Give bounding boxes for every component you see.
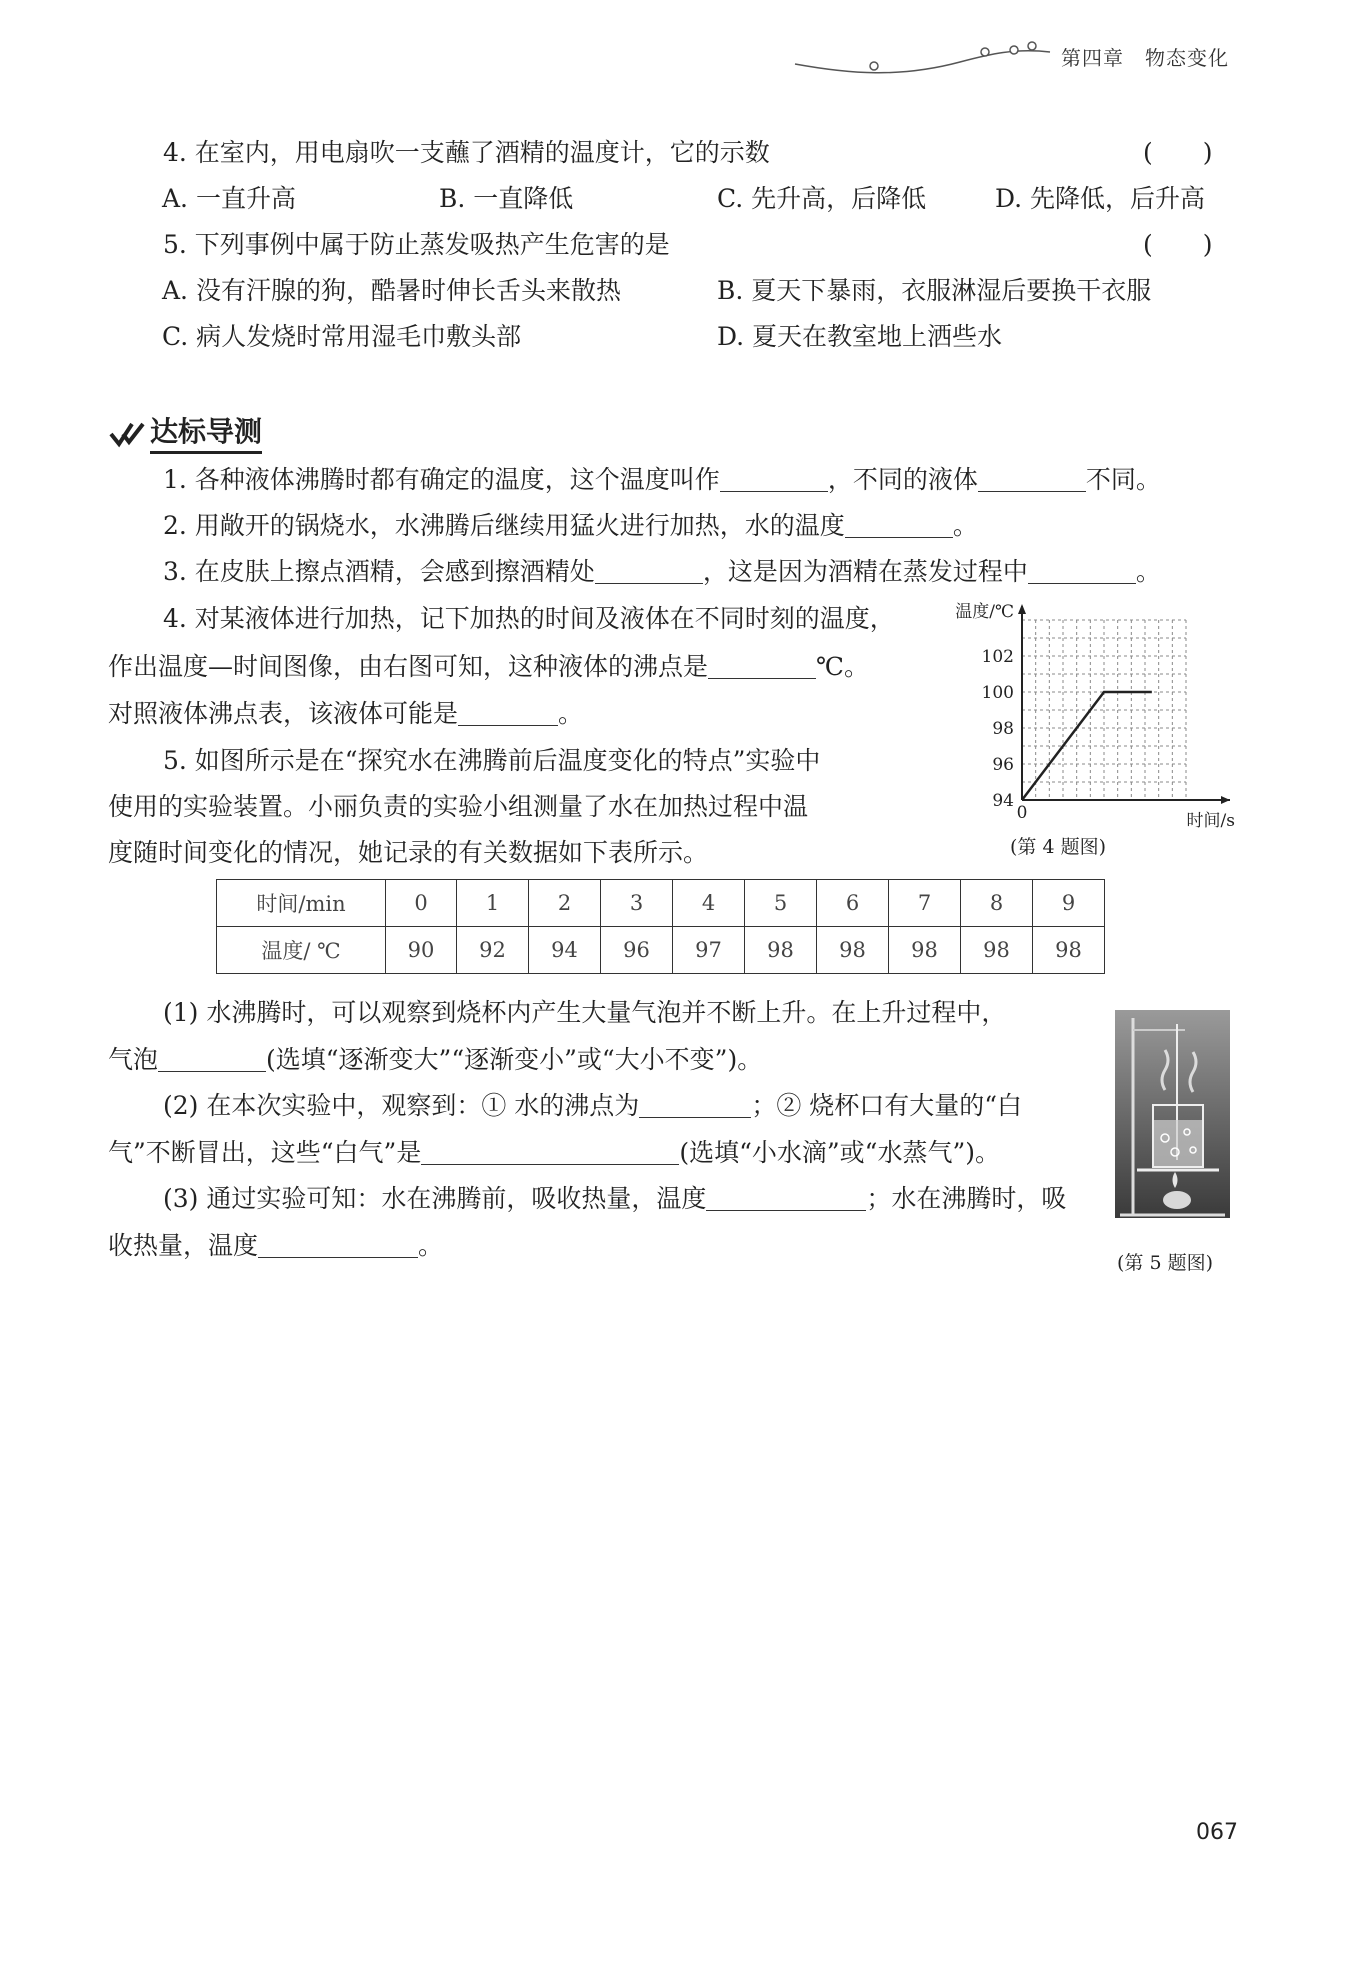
q5-option-b: B. 夏天下暴雨，衣服淋湿后要换干衣服	[717, 276, 1152, 305]
q5-answer-paren: ( )	[1143, 230, 1213, 259]
table-row-time	[217, 880, 1105, 927]
q5-option-a: A. 没有汗腺的狗，酷暑时伸长舌头来散热	[162, 276, 621, 305]
t5-line-3: 度随时间变化的情况，她记录的有关数据如下表所示。	[108, 838, 709, 867]
q4-option-c: C. 先升高，后降低	[717, 184, 927, 213]
t4-line-2: 作出温度—时间图像，由右图可知，这种液体的沸点是 ℃。	[108, 652, 869, 681]
q4-option-b: B. 一直降低	[439, 184, 574, 213]
temperature-time-chart	[930, 600, 1240, 830]
page-number: 067	[1196, 1820, 1238, 1845]
chapter-title: 第四章 物态变化	[1061, 46, 1229, 70]
s1-line-2: 气泡 (选填“逐渐变大”“逐渐变小”或“大小不变”)。	[108, 1045, 763, 1074]
t4-line-1: 4. 对某液体进行加热，记下加热的时间及液体在不同时刻的温度，	[163, 604, 895, 633]
y-tick-label: 100	[981, 683, 1014, 703]
checkmark-icon	[108, 418, 146, 450]
row-header-time: 时间/min	[217, 880, 386, 927]
time-cell: 3	[601, 880, 673, 927]
time-cell: 5	[745, 880, 817, 927]
section-title: 达标导测	[150, 415, 262, 454]
y-axis-arrow	[1018, 604, 1026, 614]
temp-cell: 94	[529, 927, 601, 974]
q5-option-c: C. 病人发烧时常用湿毛巾敷头部	[162, 322, 522, 351]
s2-blank-1[interactable]	[639, 1091, 751, 1118]
s3-line-2: 收热量，温度 。	[108, 1231, 444, 1260]
s3-line-1: (3) 通过实验可知：水在沸腾前，吸收热量，温度 ；水在沸腾时，吸	[163, 1184, 1067, 1213]
q4-answer-paren: ( )	[1143, 138, 1213, 167]
s2-line-2: 气”不断冒出，这些“白气”是 (选填“小水滴”或“水蒸气”)。	[108, 1138, 1000, 1167]
t4-blank-2[interactable]	[458, 699, 558, 726]
temp-cell: 98	[745, 927, 817, 974]
fig5-caption: (第 5 题图)	[1117, 1252, 1213, 1274]
t1-blank-1[interactable]	[720, 465, 828, 492]
s2-blank-2[interactable]	[421, 1138, 679, 1165]
s3-blank-2[interactable]	[258, 1231, 418, 1258]
s1-line-1: (1) 水沸腾时，可以观察到烧杯内产生大量气泡并不断上升。在上升过程中，	[163, 998, 1007, 1027]
origin-label: 0	[1016, 803, 1028, 823]
y-axis-label: 温度/℃	[955, 602, 1014, 622]
y-tick-label: 96	[992, 755, 1014, 775]
time-cell: 0	[386, 880, 457, 927]
x-axis-arrow	[1221, 796, 1230, 804]
fig4-caption: (第 4 题图)	[1010, 836, 1106, 858]
temp-cell: 96	[601, 927, 673, 974]
temp-cell: 98	[961, 927, 1033, 974]
time-cell: 7	[889, 880, 961, 927]
t4-line-3: 对照液体沸点表，该液体可能是 。	[108, 699, 584, 728]
t5-line-2: 使用的实验装置。小丽负责的实验小组测量了水在加热过程中温	[108, 792, 809, 821]
temp-cell: 98	[889, 927, 961, 974]
q4-option-a: A. 一直升高	[162, 184, 296, 213]
t2-line: 2. 用敞开的锅烧水，水沸腾后继续用猛火进行加热，水的温度 。	[163, 511, 978, 540]
time-cell: 1	[457, 880, 529, 927]
q5-option-d: D. 夏天在教室地上洒些水	[717, 322, 1003, 351]
temp-cell: 98	[817, 927, 889, 974]
time-cell: 4	[673, 880, 745, 927]
header-decoration	[790, 30, 1055, 80]
time-cell: 9	[1033, 880, 1105, 927]
t3-blank-2[interactable]	[1028, 557, 1136, 584]
y-tick-label: 102	[981, 647, 1014, 667]
s1-blank[interactable]	[158, 1045, 266, 1072]
temp-cell: 90	[386, 927, 457, 974]
t2-blank[interactable]	[845, 511, 953, 538]
y-tick-label: 98	[992, 719, 1014, 739]
t5-line-1: 5. 如图所示是在“探究水在沸腾前后温度变化的特点”实验中	[163, 746, 821, 775]
s2-line-1: (2) 在本次实验中，观察到：① 水的沸点为 ；② 烧杯口有大量的“白	[163, 1091, 1023, 1120]
x-axis-label: 时间/s	[1186, 811, 1235, 830]
row-header-temp: 温度/ ℃	[217, 927, 386, 974]
t3-line: 3. 在皮肤上擦点酒精，会感到擦酒精处 ，这是因为酒精在蒸发过程中 。	[163, 557, 1161, 586]
time-cell: 8	[961, 880, 1033, 927]
temp-cell: 92	[457, 927, 529, 974]
q5-stem: 5. 下列事例中属于防止蒸发吸热产生危害的是	[163, 230, 670, 259]
t4-blank-1[interactable]	[708, 652, 816, 679]
q4-option-d: D. 先降低，后升高	[995, 184, 1206, 213]
table-row-temp	[217, 927, 1105, 974]
temp-cell: 97	[673, 927, 745, 974]
y-tick-label: 94	[992, 791, 1014, 811]
q4-stem: 4. 在室内，用电扇吹一支蘸了酒精的温度计，它的示数	[163, 138, 770, 167]
s3-blank-1[interactable]	[706, 1184, 866, 1211]
time-cell: 2	[529, 880, 601, 927]
time-cell: 6	[817, 880, 889, 927]
t1-line: 1. 各种液体沸腾时都有确定的温度，这个温度叫作 ，不同的液体 不同。	[163, 465, 1161, 494]
temp-cell: 98	[1033, 927, 1105, 974]
t1-blank-2[interactable]	[978, 465, 1086, 492]
boiling-apparatus-illustration	[1115, 1010, 1230, 1218]
temperature-data-table	[216, 879, 1105, 974]
t3-blank-1[interactable]	[595, 557, 703, 584]
